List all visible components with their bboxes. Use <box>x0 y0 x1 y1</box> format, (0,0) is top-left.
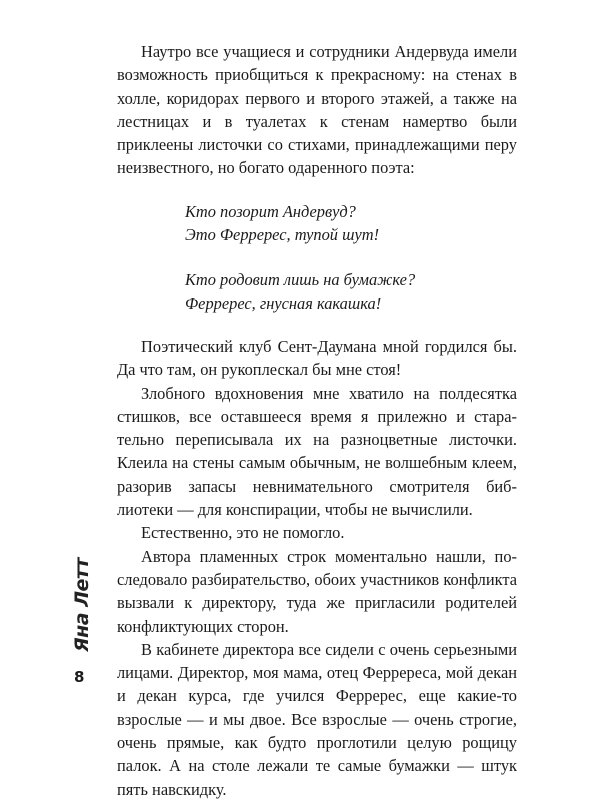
paragraph: Злобного вдохновения мне хватило на полдесятка стишков, все оставшееся время я прилежно и старательно переписывала их на разноцветные листочки. Клеила на стены самым обычным, не волшебным клеем, разорив запасы невнимательного смотрителя библиотеки — для конспирации, чтобы не вычислили. <box>117 383 517 520</box>
paragraph: В кабинете директора все сидели с очень серьезными лицами. Директор, моя мама, отец Ферререса, мой декан и декан курса, где учился Ферререс, еще какие-то взрослые — и мы двое. Все взрослые — очень строгие, очень прямые, как будто проглотили целую рощицу палок. А на столе лежали те самые бумажки — штук пять навскидку. <box>117 639 517 799</box>
poem-line: Кто позорит Андервуд? <box>185 201 356 221</box>
poem-line: Кто родовит лишь на бумажке? <box>185 270 416 290</box>
paragraph-intro: Наутро все учащиеся и сотрудники Андервуда имели возможность приобщиться к прекрасному: на стенах в холле, коридорах первого и второго этажей, а также на лестницах и в туалетах к стенам намертво были приклеены листочки со стихами, принадлежащими перу неизвестного, но богато одаренного поэта: <box>117 42 517 178</box>
page-number: 8 <box>74 668 85 686</box>
body-text <box>117 40 517 801</box>
paragraph: Естественно, это не помогло. <box>141 523 345 543</box>
poem-line: Это Ферререс, тупой шут! <box>185 225 380 245</box>
paragraph: Автора пламенных строк моментально нашли, последовало разбирательство, обоих участников конфликта вызвали к директору, туда же пригласили родителей конфликтующих сторон. <box>117 546 517 636</box>
poem-stanza-2 <box>117 268 517 315</box>
poem-stanza-1 <box>117 200 517 247</box>
author-signature <box>62 555 102 655</box>
author-name: Яна Летт <box>71 558 94 652</box>
poem-line: Ферререс, гнусная какашка! <box>185 293 382 313</box>
paragraph: Поэтический клуб Сент-Даумана мной гордился бы. Да что там, он рукоплескал бы мне стоя! <box>117 336 517 380</box>
